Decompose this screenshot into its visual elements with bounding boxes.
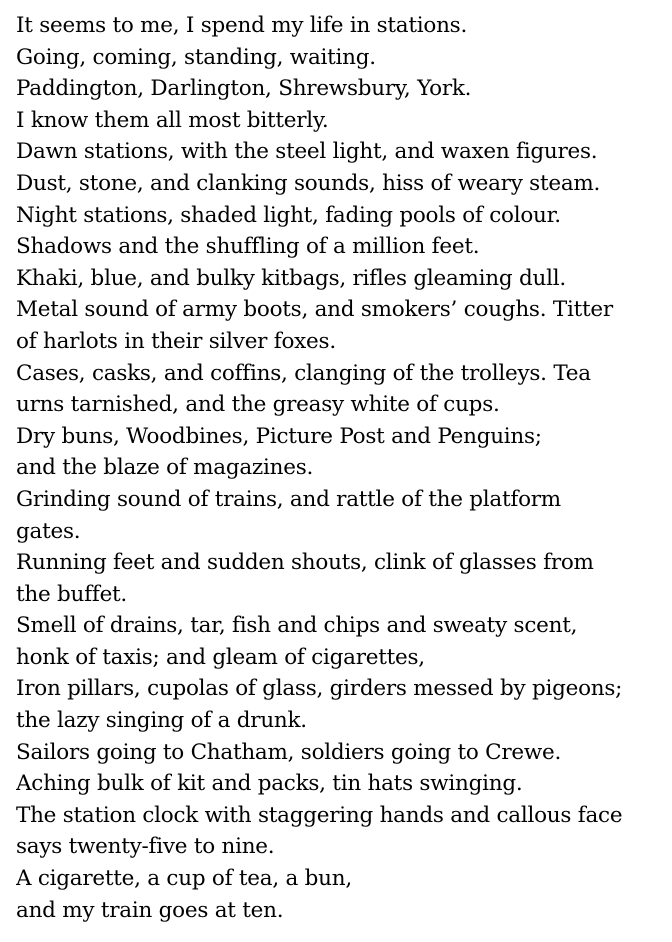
poem-line: Iron pillars, cupolas of glass, girders messed by pigeons; [16, 676, 623, 702]
poem-line: urns tarnished, and the greasy white of cups. [16, 392, 500, 418]
poem-line: Running feet and sudden shouts, clink of glasses from [16, 550, 594, 576]
poem-line: Shadows and the shuffling of a million feet. [16, 234, 480, 260]
poem-line: gates. [16, 518, 81, 544]
poem-line: Smell of drains, tar, fish and chips and sweaty scent, [16, 613, 578, 639]
poem-line: says twenty-five to nine. [16, 834, 275, 860]
poem-line: Dust, stone, and clanking sounds, hiss of weary steam. [16, 170, 601, 196]
poem-line: Sailors going to Chatham, soldiers going to Crewe. [16, 739, 562, 765]
poem-line: and the blaze of magazines. [16, 455, 314, 481]
poem-line: The station clock with staggering hands and callous face [16, 802, 623, 828]
poem-line: Aching bulk of kit and packs, tin hats swinging. [16, 771, 523, 797]
poem-line: Metal sound of army boots, and smokers’ coughs. Titter [16, 297, 613, 323]
poem-line: the lazy singing of a drunk. [16, 708, 307, 734]
poem-line: It seems to me, I spend my life in stations. [16, 13, 468, 38]
poem-line: the buffet. [16, 581, 128, 607]
poem-line: Grinding sound of trains, and rattle of the platform [16, 486, 561, 512]
poem-line: of harlots in their silver foxes. [16, 328, 336, 354]
poem-line: Going, coming, standing, waiting. [16, 44, 376, 70]
poem-line: I know them all most bitterly. [16, 107, 329, 133]
poem-line: honk of taxis; and gleam of cigarettes, [16, 644, 425, 670]
poem-line: Cases, casks, and coffins, clanging of the trolleys. Tea [16, 360, 591, 386]
poem-line: Dawn stations, with the steel light, and waxen figures. [16, 139, 598, 165]
poem-line: and my train goes at ten. [16, 897, 284, 923]
poem-line: Dry buns, Woodbines, Picture Post and Penguins; [16, 423, 542, 449]
poem-line: Khaki, blue, and bulky kitbags, rifles gleaming dull. [16, 265, 566, 291]
poem-text [16, 10, 666, 926]
poem-line: Paddington, Darlington, Shrewsbury, York. [16, 76, 472, 102]
poem-line: Night stations, shaded light, fading pools of colour. [16, 202, 561, 228]
poem-line: A cigarette, a cup of tea, a bun, [16, 866, 352, 892]
